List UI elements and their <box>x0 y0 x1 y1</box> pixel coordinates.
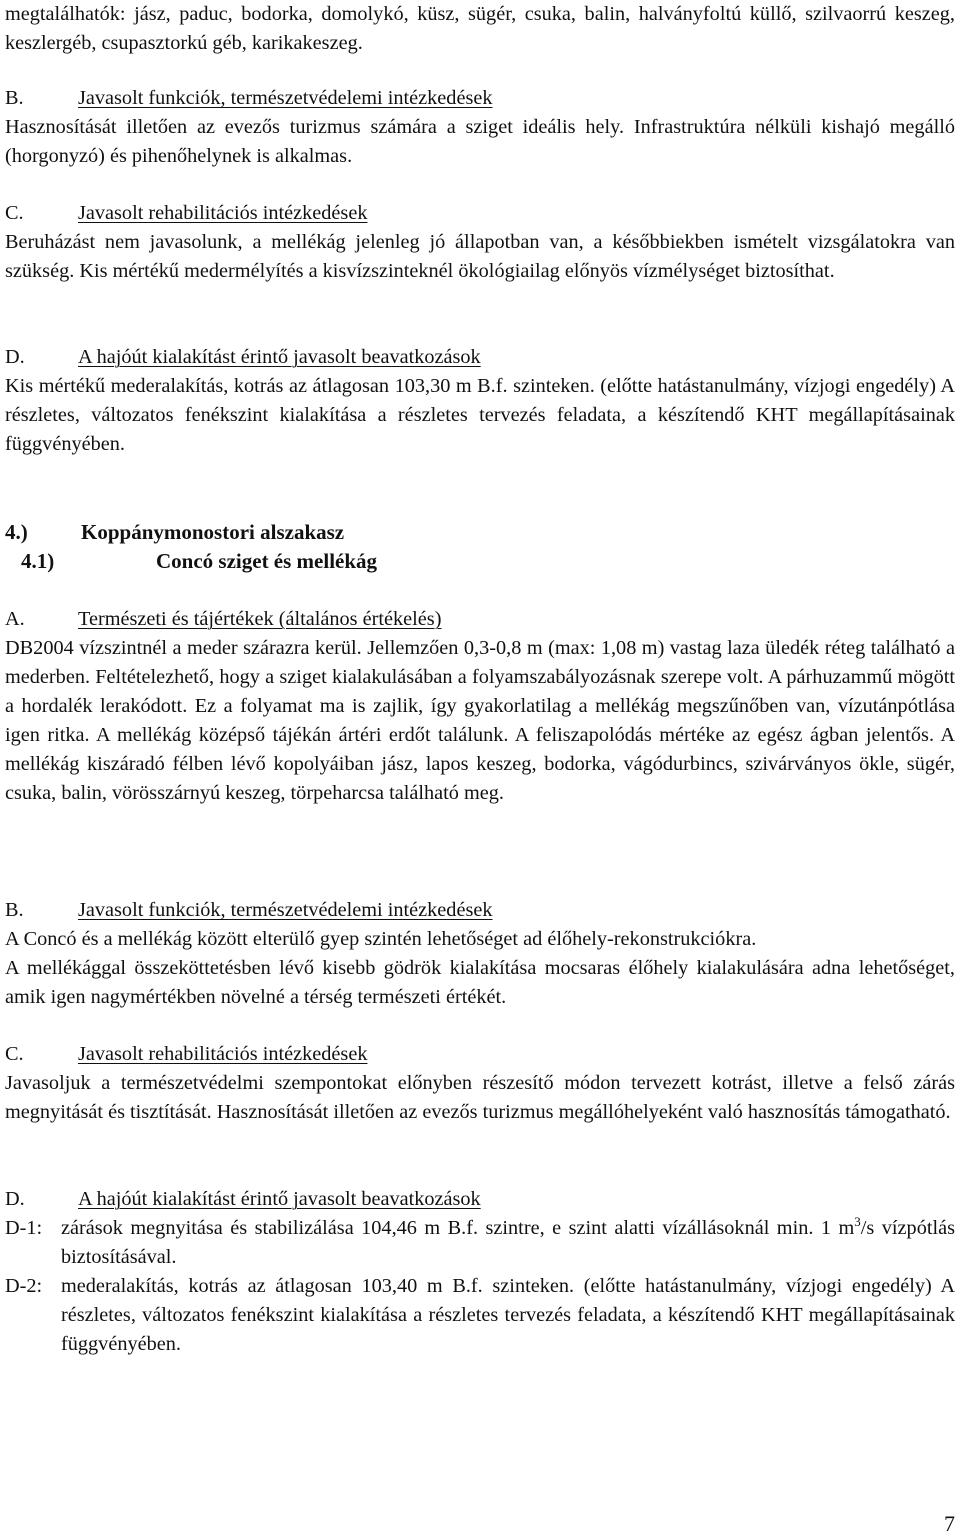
section2-a-block <box>5 605 955 808</box>
d1-item <box>5 1214 955 1272</box>
section2-c-letter: C. <box>5 1043 24 1065</box>
section-c-block <box>5 199 955 286</box>
section-4-block <box>5 518 955 576</box>
section2-b-letter: B. <box>5 899 24 921</box>
section2-c-heading <box>5 1040 955 1069</box>
d2-text: mederalakítás, kotrás az átlagosan 103,40 m B.f. szinteken. (előtte hatástanulmány, vízjogi engedély) A részletes, változatos fenékszint kialakítása a részletes tervezés feladata, a készítendő KHT megállapításainak függvényében. <box>61 1275 955 1355</box>
section-c-text: Beruházást nem javasolunk, a mellékág jelenleg jó állapotban van, a későbbiekben ismételt vizsgálatokra van szükség. Kis mértékű medermélyítés a kisvízszinteknél ökológiailag előnyös vízmélységet biztosíthat. <box>5 231 955 282</box>
section2-a-text: DB2004 vízszintnél a meder szárazra kerül. Jellemzően 0,3-0,8 m (max: 1,08 m) vastag laza üledék réteg található a mederben. Feltételezhető, hogy a sziget kialakulásában a folyamszabályozásnak szerepe volt. A párhuzammű mögött a hordalék lerakódott. Ez a folyamat ma is zajlik, így gyakorlatilag a mellékág megszűnőben van, vízutánpótlása igen ritka. A mellékág középső tájékán ártéri erdőt találunk. A feliszapolódás mértéke az egész ágban jelentős. A mellékág kiszáradó félben lévő kopolyáiban jász, lapos keszeg, bodorka, vágódurbincs, szivárványos ökle, sügér, csuka, balin, vörösszárnyú keszeg, törpeharcsa található meg. <box>5 637 955 804</box>
section2-c-title: Javasolt rehabilitációs intézkedések <box>78 1043 368 1065</box>
section-c-letter: C. <box>5 202 24 224</box>
section-c-title: Javasolt rehabilitációs intézkedések <box>78 202 368 224</box>
d2-item <box>5 1272 955 1359</box>
section-4-1-number: 4.1) <box>21 549 55 573</box>
section-d-text: Kis mértékű mederalakítás, kotrás az átlagosan 103,30 m B.f. szinteken. (előtte hatástanulmány, vízjogi engedély) A részletes, változatos fenékszint kialakítása a részletes tervezés feladata, a készítendő KHT megállapításainak függvényében. <box>5 375 955 455</box>
section-4-number: 4.) <box>5 520 28 544</box>
section-b-letter: B. <box>5 87 24 109</box>
section2-a-heading <box>5 605 955 634</box>
section2-d-title: A hajóút kialakítást érintő javasolt beavatkozások <box>78 1188 481 1210</box>
section-c-heading <box>5 199 955 228</box>
section2-c-block <box>5 1040 955 1127</box>
section2-a-letter: A. <box>5 608 25 630</box>
intro-paragraph: megtalálhatók: jász, paduc, bodorka, domolykó, küsz, sügér, csuka, balin, halványfoltú küllő, szilvaorrú keszeg, keszlergéb, csupasztorkú géb, karikakeszeg. <box>5 3 955 54</box>
section-4-1-title: Concó sziget és mellékág <box>156 549 378 573</box>
section-d-heading <box>5 343 955 372</box>
section2-b-text-1: A Concó és a mellékág között elterülő gyep szintén lehetőséget ad élőhely-rekonstrukciókra. <box>5 928 757 950</box>
section2-a-title: Természeti és tájértékek (általános értékelés) <box>78 608 442 630</box>
d1-text: zárások megnyitása és stabilizálása 104,46 m B.f. szintre, e szint alatti vízállásoknál min. 1 m <box>61 1217 855 1239</box>
d1-tail: /s vízpótlás biztosításával. <box>61 1217 955 1268</box>
section-d-title: A hajóút kialakítást érintő javasolt beavatkozások <box>78 346 481 368</box>
d1-label: D-1: <box>5 1217 43 1239</box>
d1-superscript: 3 <box>854 1214 861 1230</box>
section-4-1-heading <box>5 547 955 576</box>
section2-b-heading <box>5 896 955 925</box>
d2-label: D-2: <box>5 1275 43 1297</box>
page-number: 7 <box>944 1511 955 1536</box>
section-b-heading <box>5 84 955 113</box>
section-d-block <box>5 343 955 459</box>
section-b-block <box>5 84 955 171</box>
intro-paragraph-block <box>5 0 955 58</box>
section2-d-heading <box>5 1185 955 1214</box>
section-b-title: Javasolt funkciók, természetvédelemi intézkedések <box>78 87 493 109</box>
section2-c-text: Javasoljuk a természetvédelmi szempontokat előnyben részesítő módon tervezett kotrást, illetve a felső zárás megnyitását és tisztítását. Hasznosítását illetően az evezős turizmus megállóhelyeként való hasznosítás támogatható. <box>5 1072 955 1123</box>
section2-b-text-2: A mellékággal összeköttetésben lévő kisebb gödrök kialakítása mocsaras élőhely kialakulására adna lehetőséget, amik igen nagymértékben növelné a térség természeti értékét. <box>5 957 955 1008</box>
section-b-text: Hasznosítását illetően az evezős turizmus számára a sziget ideális hely. Infrastruktúra nélküli kishajó megálló (horgonyzó) és pihenőhelynek is alkalmas. <box>5 116 955 167</box>
section2-b-block <box>5 896 955 1012</box>
section-4-heading <box>5 518 955 547</box>
section-4-title: Koppánymonostori alszakasz <box>81 520 345 544</box>
section2-b-title: Javasolt funkciók, természetvédelemi intézkedések <box>78 899 493 921</box>
d1-text-wrap <box>61 1214 955 1272</box>
section-d-letter: D. <box>5 346 25 368</box>
section2-d-block <box>5 1185 955 1359</box>
section2-d-letter: D. <box>5 1188 25 1210</box>
